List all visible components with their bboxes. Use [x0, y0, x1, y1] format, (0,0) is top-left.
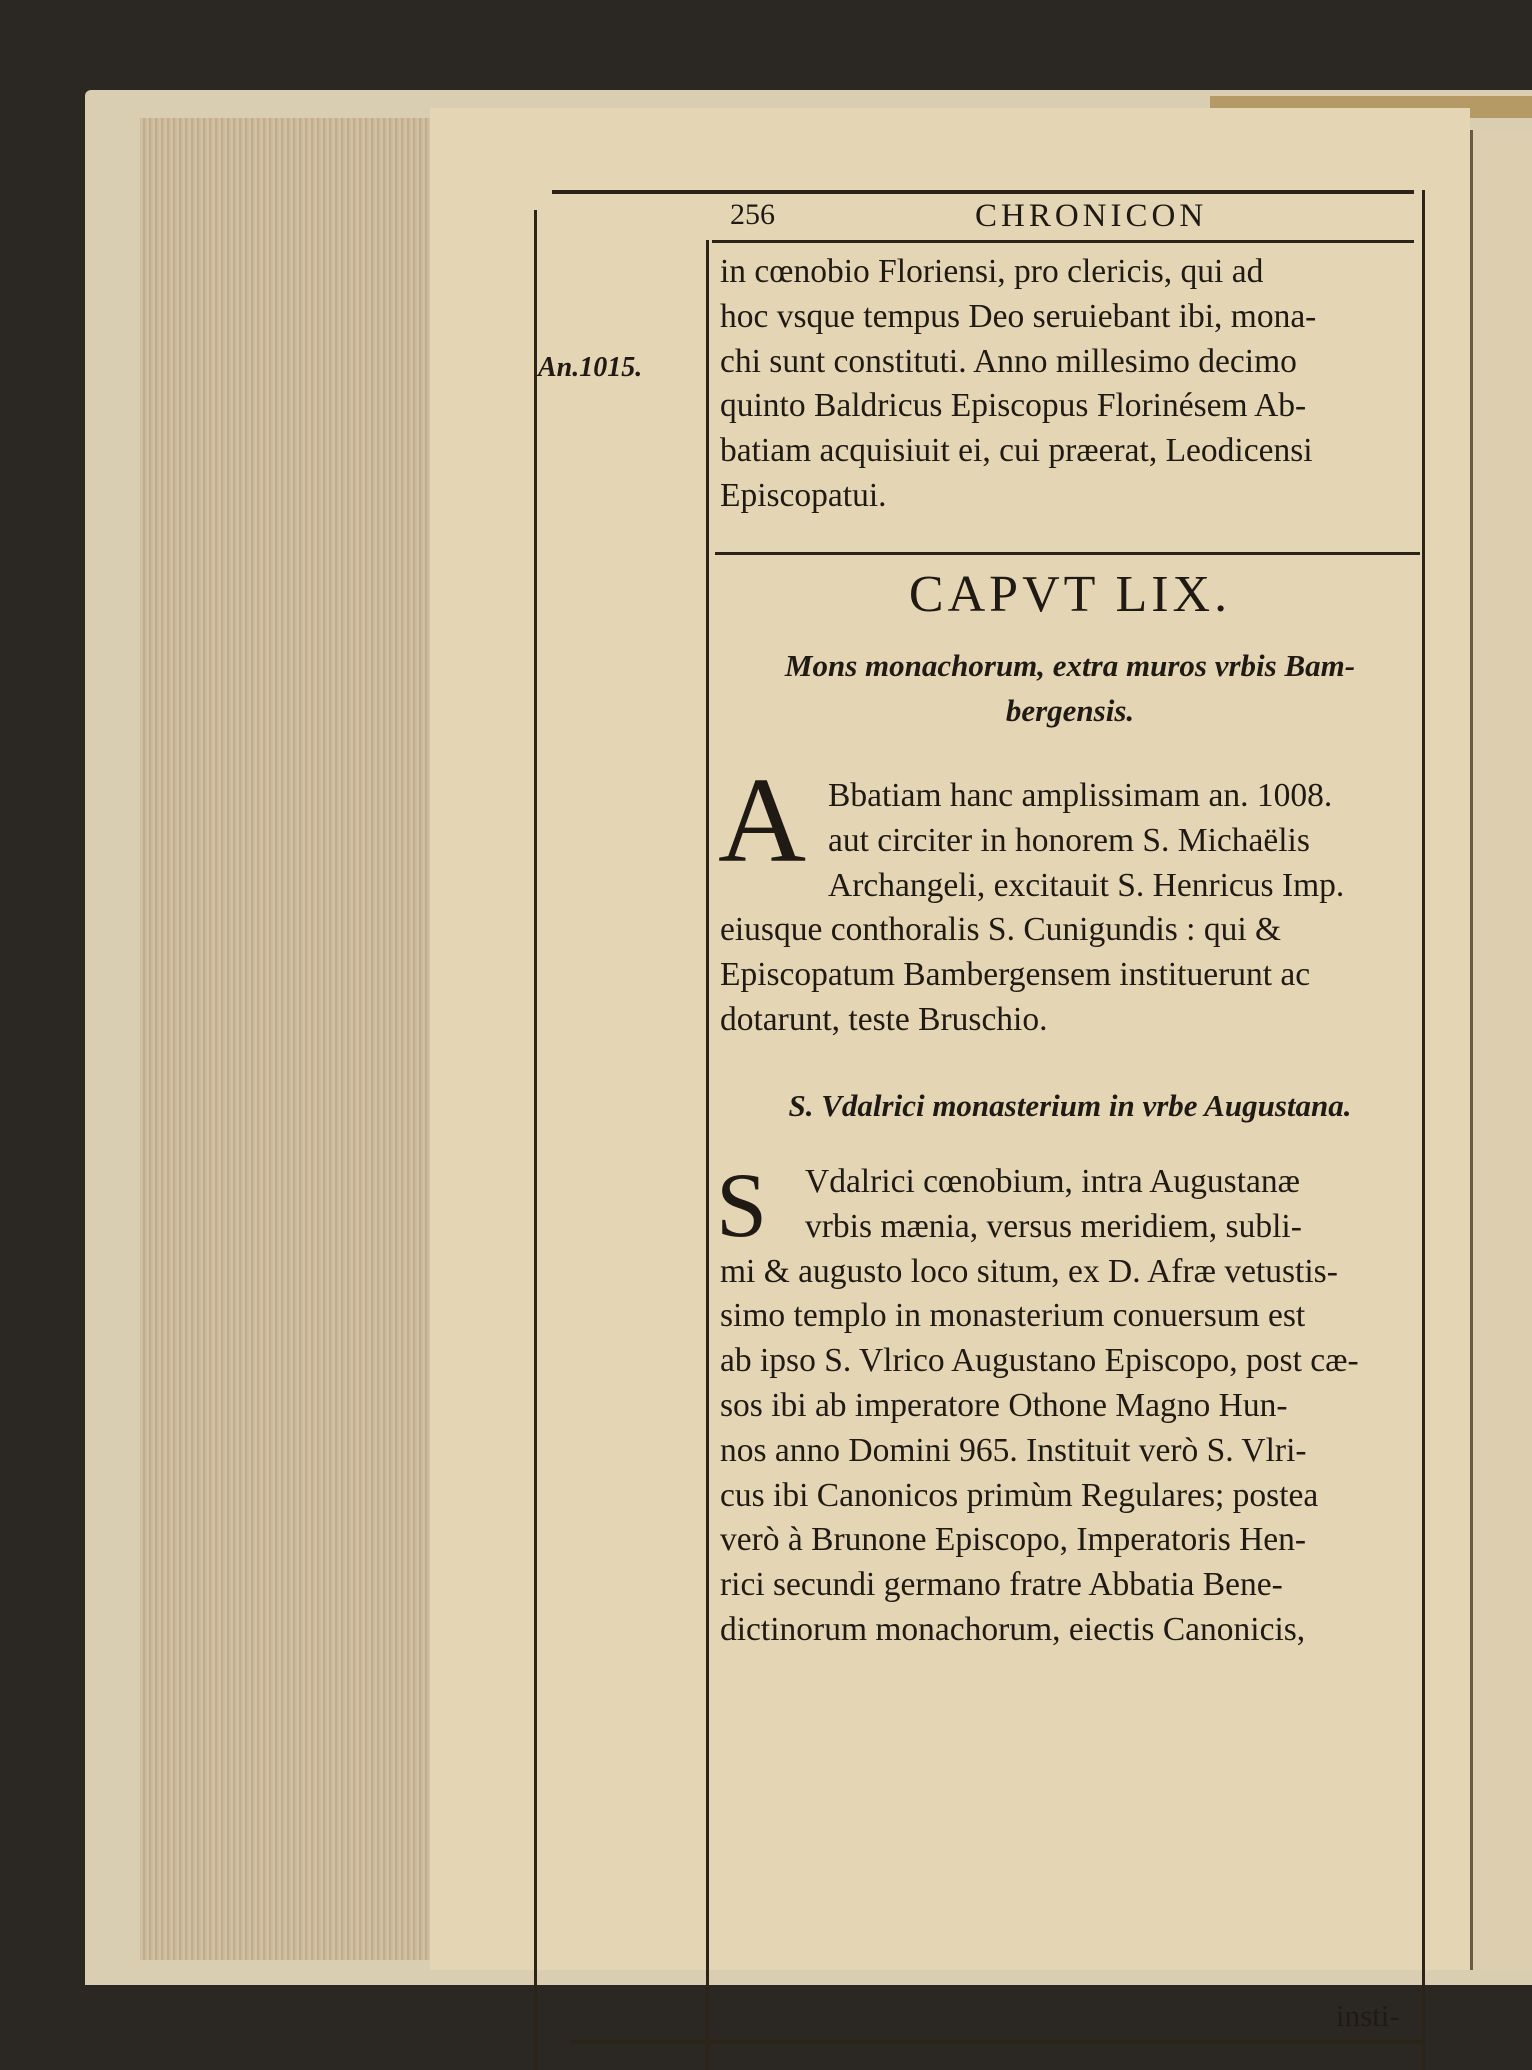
text-line: verò à Brunone Episcopo, Imperatoris Hen- — [720, 1521, 1307, 1559]
paragraph-2 — [720, 774, 1420, 1043]
text-line: Episcopatui. — [720, 476, 887, 514]
text-line: vrbis mænia, versus meridiem, subli- — [805, 1207, 1302, 1245]
page-edges — [140, 118, 430, 1960]
text-line: eiusque conthoralis S. Cunigundis : qui & — [720, 911, 1282, 949]
text-line: dotarunt, teste Bruschio. — [720, 1000, 1048, 1038]
text-line: cus ibi Canonicos primùm Regulares; postea — [720, 1476, 1319, 1514]
margin-year-note: An.1015. — [538, 352, 643, 383]
text-line: dictinorum monachorum, eiectis Canonicis, — [720, 1610, 1306, 1648]
text-line: simo templo in monasterium conuersum est — [720, 1297, 1306, 1335]
text-line: nos anno Domini 965. Instituit verò S. Vlri- — [720, 1431, 1307, 1469]
text-line: batiam acquisiuit ei, cui præerat, Leodicensi — [720, 432, 1313, 470]
text-line: aut circiter in honorem S. Michaëlis — [828, 821, 1310, 859]
text-line: sos ibi ab imperatore Othone Magno Hun- — [720, 1386, 1288, 1424]
running-head — [730, 198, 1420, 240]
text-line: quinto Baldricus Episcopus Florinésem Ab- — [720, 387, 1307, 425]
drop-cap-s: S — [716, 1154, 768, 1256]
chapter-subtitle — [720, 643, 1420, 733]
chapter-rule — [715, 552, 1420, 555]
text-line: Bbatiam hanc amplissimam an. 1008. — [828, 777, 1333, 814]
catchword: insti- — [1336, 1998, 1400, 2033]
column-rule — [706, 240, 709, 2070]
paragraph-3 — [720, 1160, 1420, 1653]
left-outer-rule — [534, 210, 537, 2070]
text-line: hoc vsque tempus Deo seruiebant ibi, mona- — [720, 297, 1317, 335]
header-rule — [712, 240, 1414, 243]
section-heading: S. Vdalrici monasterium in vrbe Augustana. — [788, 1088, 1352, 1123]
facing-page — [1470, 130, 1532, 1970]
text-line: Episcopatum Bambergensem instituerunt ac — [720, 956, 1311, 994]
paragraph-1 — [720, 250, 1420, 519]
text-line: Archangeli, excitauit S. Henricus Imp. — [828, 866, 1345, 904]
subtitle-line: bergensis. — [1005, 693, 1135, 728]
running-title: CHRONICON — [975, 198, 1208, 234]
text-line: mi & augusto loco situm, ex D. Afræ vetustis- — [720, 1252, 1338, 1290]
top-rule — [552, 190, 1414, 194]
text-line: rici secundi germano fratre Abbatia Bene- — [720, 1566, 1283, 1604]
text-line: in cœnobio Floriensi, pro clericis, qui ad — [720, 253, 1264, 290]
chapter-heading: CAPVT LIX. — [908, 566, 1232, 623]
text-line: chi sunt constituti. Anno millesimo decimo — [720, 342, 1297, 380]
right-rule — [1422, 190, 1425, 2070]
bottom-rule — [570, 2040, 1422, 2044]
page-number: 256 — [730, 198, 775, 231]
drop-cap-a: A — [718, 753, 807, 888]
text-line: Vdalrici cœnobium, intra Augustanæ — [805, 1163, 1300, 1200]
subtitle-line: Mons monachorum, extra muros vrbis Bam- — [784, 648, 1356, 683]
text-line: ab ipso S. Vlrico Augustano Episcopo, post cæ- — [720, 1342, 1359, 1380]
